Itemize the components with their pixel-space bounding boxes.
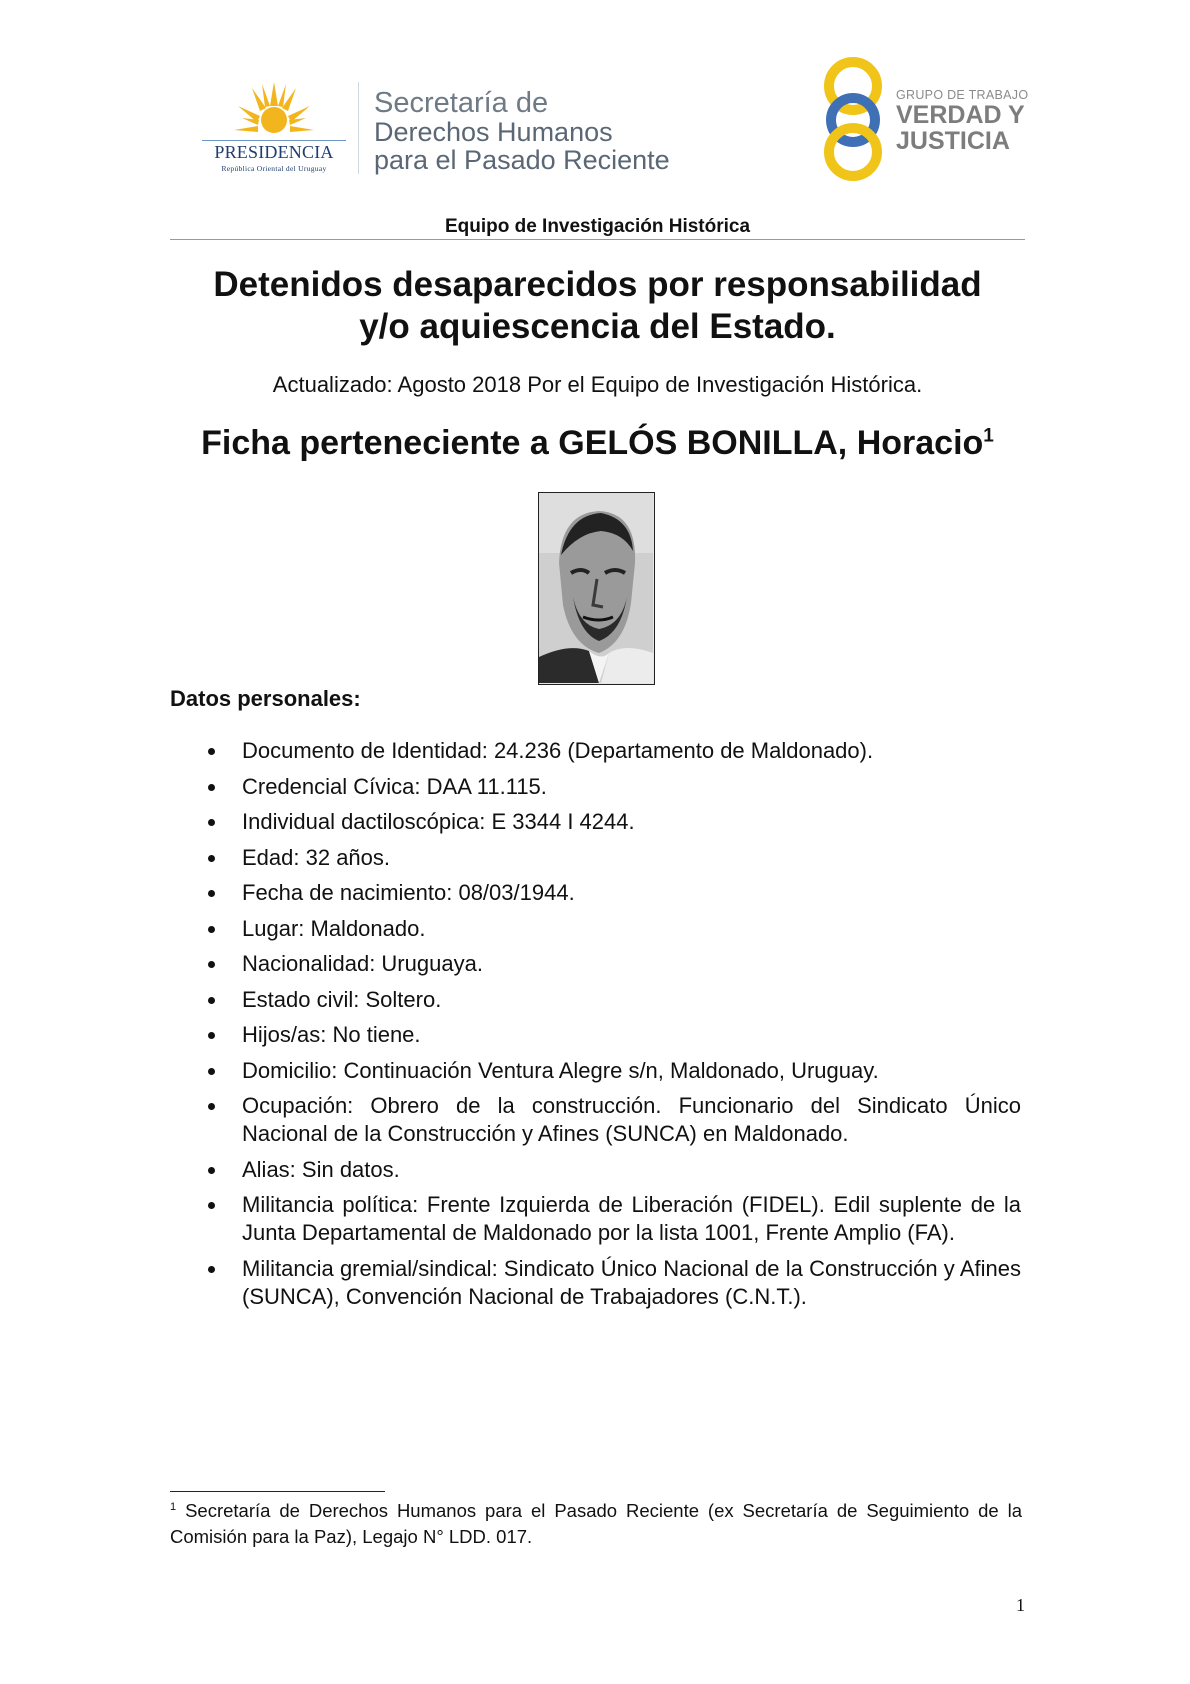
- document-title: [170, 264, 1025, 348]
- bullet-icon: [208, 1068, 215, 1075]
- personal-data-heading: Datos personales:: [170, 686, 361, 711]
- footnote-number: 1: [170, 1500, 177, 1513]
- list-item: Edad: 32 años.: [208, 844, 1021, 872]
- bullet-icon: [208, 748, 215, 755]
- list-item: Militancia política: Frente Izquierda de Liberación (FIDEL). Edil suplente de la Junta Departamental de Maldonado por la lista 1001, Frente Amplio (FA).: [208, 1191, 1021, 1247]
- header-rule: [170, 239, 1025, 240]
- presidencia-name: PRESIDENCIA: [214, 142, 334, 162]
- footnote: [170, 1498, 1022, 1550]
- verdad-justicia-logo: [820, 56, 1030, 181]
- title-line-1: Detenidos desaparecidos por responsabilidad: [213, 265, 982, 304]
- presidencia-subtitle: República Oriental del Uruguay: [221, 164, 327, 173]
- team-heading: Equipo de Investigación Histórica: [444, 216, 751, 237]
- bullet-icon: [208, 961, 215, 968]
- list-item: Estado civil: Soltero.: [208, 986, 1021, 1014]
- header-separator: [358, 82, 359, 174]
- footnote-separator: [170, 1491, 385, 1492]
- footnote-ref[interactable]: 1: [983, 425, 994, 447]
- grupo-small-label: GRUPO DE TRABAJO: [896, 88, 1029, 102]
- secretaria-line1: Secretaría de: [374, 87, 549, 119]
- personal-data-list: [208, 737, 1021, 1318]
- list-item: Nacionalidad: Uruguaya.: [208, 950, 1021, 978]
- bullet-icon: [208, 890, 215, 897]
- list-item: Lugar: Maldonado.: [208, 915, 1021, 943]
- secretaria-logo: [374, 88, 704, 174]
- updated-line: Actualizado: Agosto 2018 Por el Equipo de Investigación Histórica.: [272, 372, 923, 397]
- bullet-icon: [208, 1167, 215, 1174]
- grupo-line1: VERDAD Y: [896, 101, 1025, 129]
- subject-heading: [170, 424, 1025, 463]
- list-item: Hijos/as: No tiene.: [208, 1021, 1021, 1049]
- list-item: Domicilio: Continuación Ventura Alegre s/n, Maldonado, Uruguay.: [208, 1057, 1021, 1085]
- bullet-icon: [208, 1103, 215, 1110]
- portrait-photo: [538, 492, 655, 685]
- presidencia-divider: [202, 140, 346, 141]
- bullet-icon: [208, 997, 215, 1004]
- secretaria-line3: para el Pasado Reciente: [374, 145, 670, 175]
- page-number: 1: [1016, 1595, 1025, 1615]
- bullet-icon: [208, 784, 215, 791]
- bullet-icon: [208, 1266, 215, 1273]
- list-item: Militancia gremial/sindical: Sindicato Único Nacional de la Construcción y Afines (SUNCA), Convención Nacional de Trabajadores (C.N.T.).: [208, 1255, 1021, 1311]
- subject-text: Ficha perteneciente a GELÓS BONILLA, Horacio: [201, 424, 984, 462]
- title-line-2: y/o aquiescencia del Estado.: [359, 307, 836, 346]
- interlocked-rings-icon: [820, 56, 886, 181]
- bullet-icon: [208, 855, 215, 862]
- portrait-image: [539, 493, 653, 683]
- presidencia-logo: [198, 80, 350, 180]
- secretaria-line2: Derechos Humanos: [374, 117, 613, 147]
- grupo-line2: JUSTICIA: [896, 127, 1010, 155]
- list-item: Individual dactiloscópica: E 3344 I 4244.: [208, 808, 1021, 836]
- bullet-icon: [208, 1202, 215, 1209]
- bullet-icon: [208, 819, 215, 826]
- list-item: Alias: Sin datos.: [208, 1156, 1021, 1184]
- list-item: Ocupación: Obrero de la construcción. Funcionario del Sindicato Único Nacional de la Construcción y Afines (SUNCA) en Maldonado.: [208, 1092, 1021, 1148]
- list-item: Fecha de nacimiento: 08/03/1944.: [208, 879, 1021, 907]
- list-item: Credencial Cívica: DAA 11.115.: [208, 773, 1021, 801]
- bullet-icon: [208, 1032, 215, 1039]
- footnote-text: Secretaría de Derechos Humanos para el Pasado Reciente (ex Secretaría de Seguimiento de la Comisión para la Paz), Legajo N° LDD. 017.: [170, 1500, 1022, 1547]
- bullet-icon: [208, 926, 215, 933]
- list-item: Documento de Identidad: 24.236 (Departamento de Maldonado).: [208, 737, 1021, 765]
